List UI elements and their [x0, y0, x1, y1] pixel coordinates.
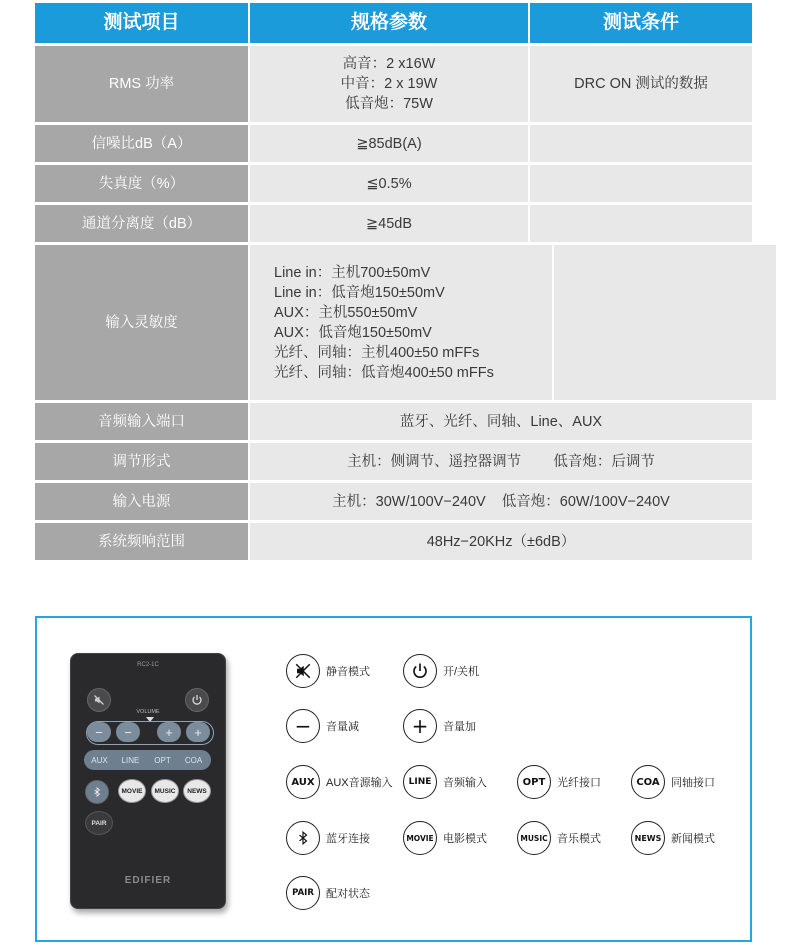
- legend-label: 同轴接口: [671, 777, 715, 789]
- legend-music: [517, 821, 601, 855]
- row-spec: 主机：侧调节、遥控器调节 低音炮：后调节: [250, 443, 752, 480]
- row-label: 输入电源: [35, 483, 248, 520]
- legend-aux: [286, 765, 393, 799]
- spec-line: Line in：主机700±50mV: [274, 264, 431, 281]
- remote-aux-button: AUX: [91, 755, 108, 765]
- legend-pair: [286, 876, 370, 910]
- remote-volume-label: VOLUME: [136, 709, 160, 715]
- legend-label: 静音模式: [326, 666, 370, 678]
- power-icon: [411, 662, 429, 680]
- row-label: 通道分离度（dB）: [35, 205, 248, 242]
- row-label: 调节形式: [35, 443, 248, 480]
- remote-vol-up-1: +: [157, 722, 181, 742]
- remote-vol-down-1: −: [87, 722, 111, 742]
- row-label: 系统频响范围: [35, 523, 248, 560]
- table-row: [35, 165, 752, 202]
- bluetooth-legend-icon: [286, 821, 320, 855]
- news-icon: NEWS: [631, 821, 665, 855]
- row-condition: [554, 245, 776, 400]
- remote-news-button: NEWS: [183, 779, 211, 803]
- legend-label: 开/关机: [443, 666, 480, 678]
- remote-model-label: RC2-1C: [137, 662, 159, 668]
- mute-icon: [93, 694, 105, 706]
- bluetooth-icon: [92, 786, 102, 798]
- pair-icon: PAIR: [286, 876, 320, 910]
- table-row: [35, 46, 752, 122]
- legend-label: AUX音源输入: [326, 777, 393, 789]
- legend-label: 蓝牙连接: [326, 833, 370, 845]
- opt-icon: OPT: [517, 765, 551, 799]
- remote-movie-button: MOVIE: [118, 779, 146, 803]
- table-row: [35, 245, 752, 400]
- remote-bluetooth-button: [85, 780, 109, 804]
- remote-brand-logo: EDIFIER: [124, 875, 172, 886]
- legend-line: [403, 765, 487, 799]
- remote-line-button: LINE: [121, 755, 140, 765]
- row-spec: ≧85dB(A): [250, 125, 528, 162]
- mute-legend-icon: [286, 654, 320, 688]
- row-condition: DRC ON 测试的数据: [530, 46, 752, 122]
- spec-line: Line in：低音炮150±50mV: [274, 284, 445, 301]
- power-icon: [191, 694, 203, 706]
- spec-line: 光纤、同轴：主机400±50 mFFs: [274, 344, 480, 361]
- row-spec: [250, 245, 552, 400]
- remote-control-image: [70, 653, 226, 909]
- row-spec: 主机：30W/100V−240V 低音炮：60W/100V−240V: [250, 483, 752, 520]
- legend-vol-up: [403, 709, 476, 743]
- legend-power: [403, 654, 479, 688]
- legend-vol-down: [286, 709, 359, 743]
- remote-vol-down-2: −: [116, 722, 140, 742]
- row-spec: ≦0.5%: [250, 165, 528, 202]
- table-row: [35, 403, 752, 440]
- row-label: RMS 功率: [35, 46, 248, 122]
- row-label: 失真度（%）: [35, 165, 248, 202]
- row-label: 信噪比dB（A）: [35, 125, 248, 162]
- remote-vol-up-2: +: [186, 722, 210, 742]
- row-spec: 蓝牙、光纤、同轴、Line、AUX: [250, 403, 752, 440]
- legend-label: 新闻模式: [671, 833, 715, 845]
- plus-icon: +: [403, 709, 437, 743]
- spec-line: AUX：低音炮150±50mV: [274, 324, 432, 341]
- legend-label: 音频输入: [443, 777, 487, 789]
- row-spec: ≧45dB: [250, 205, 528, 242]
- remote-music-button: MUSIC: [151, 779, 179, 803]
- spec-line: AUX：主机550±50mV: [274, 304, 418, 321]
- spec-table: [35, 3, 752, 560]
- row-condition: [530, 125, 752, 162]
- row-condition: [530, 205, 752, 242]
- legend-label: 光纤接口: [557, 777, 601, 789]
- minus-icon: −: [286, 709, 320, 743]
- table-row: [35, 205, 752, 242]
- legend-mute: [286, 654, 370, 688]
- line-icon: LINE: [403, 765, 437, 799]
- row-label: 输入灵敏度: [35, 245, 248, 400]
- row-spec: [250, 46, 528, 122]
- table-header-row: [35, 3, 752, 43]
- table-row: [35, 443, 752, 480]
- row-condition: [530, 165, 752, 202]
- remote-pair-button: PAIR: [85, 811, 113, 835]
- legend-label: 音乐模式: [557, 833, 601, 845]
- header-spec: 规格参数: [250, 3, 528, 43]
- row-spec: 48Hz−20KHz（±6dB）: [250, 523, 752, 560]
- table-row: [35, 483, 752, 520]
- header-test-item: 测试项目: [35, 3, 248, 43]
- spec-line: 高音：2 x16W: [342, 56, 436, 72]
- header-condition: 测试条件: [530, 3, 752, 43]
- legend-bluetooth: [286, 821, 370, 855]
- table-row: [35, 523, 752, 560]
- aux-icon: AUX: [286, 765, 320, 799]
- spec-line: 低音炮：75W: [345, 96, 433, 112]
- mute-icon: [294, 662, 312, 680]
- legend-label: 配对状态: [326, 888, 370, 900]
- spec-line: 中音：2 x 19W: [340, 76, 438, 92]
- legend-movie: [403, 821, 487, 855]
- table-row: [35, 125, 752, 162]
- coa-icon: COA: [631, 765, 665, 799]
- spec-line: 光纤、同轴：低音炮400±50 mFFs: [274, 364, 494, 381]
- power-legend-icon: [403, 654, 437, 688]
- legend-coa: [631, 765, 715, 799]
- bluetooth-icon: [296, 829, 310, 847]
- music-icon: MUSIC: [517, 821, 551, 855]
- legend-label: 音量加: [443, 721, 476, 733]
- row-label: 音频输入端口: [35, 403, 248, 440]
- remote-opt-button: OPT: [154, 755, 171, 765]
- legend-opt: [517, 765, 601, 799]
- movie-icon: MOVIE: [403, 821, 437, 855]
- legend-label: 电影模式: [443, 833, 487, 845]
- remote-legend-panel: [35, 616, 752, 942]
- legend-label: 音量减: [326, 721, 359, 733]
- remote-coa-button: COA: [184, 755, 203, 765]
- legend-news: [631, 821, 715, 855]
